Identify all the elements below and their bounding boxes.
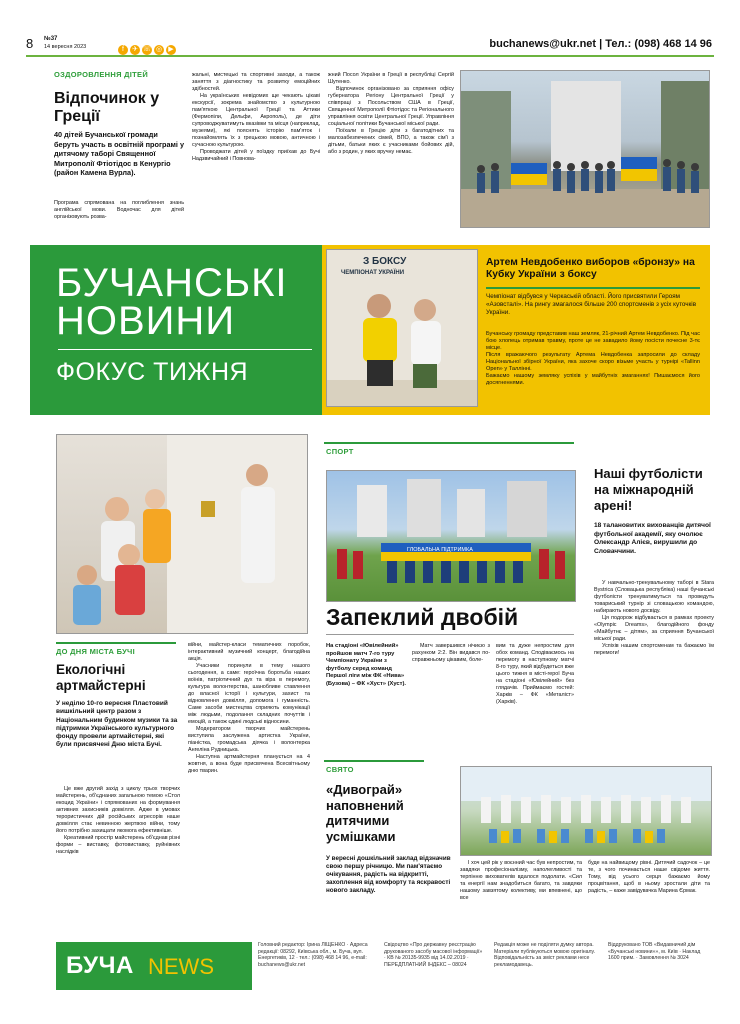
football-team-photo <box>326 470 576 602</box>
paragraph: Учасники поринули в тему нашого сьогодення, а саме: героїчна боротьба наших воїнів, патріотичний дух та віра в перемогу, культура волонтерства, шанобливе ставлення до власної історії і культури, захист та відновлення довкілля, допомога і гуманність. Саме засоби мистецтва сприяють комунікації між людьми, подолання складних почуттів і емоцій, а також єдині людські відносини. <box>188 663 310 725</box>
banner-text: ГЛОБАЛЬНА ПІДТРИМКА <box>407 547 473 553</box>
article-text <box>192 72 320 163</box>
section-rule <box>324 442 574 444</box>
article-text: буде на найвищому рівні. Дитячий садочок – це те, з чого починається наше свідоме життя. Тому, від усього серця бажаємо йому процвітання, щоб в ньому зростали діти та радість, – каже завідувачка Марина Єрмак. <box>588 860 710 894</box>
youtube-icon[interactable]: ▶ <box>166 45 176 55</box>
paragraph: Наступна артмайстерня планується на 4 жовтня, а вона буде присвячена Всесвітньому дню тварин. <box>188 754 310 774</box>
article-text <box>188 642 310 775</box>
banner-article-title: Артем Невдобенко виборов «бронзу» на Кубку України з боксу <box>486 257 695 280</box>
section-label: СВЯТО <box>326 765 354 774</box>
issue-number: №37 <box>44 36 58 42</box>
paragraph: Проводжати дітей у поїздку приїхав до Бучі Надзвичайний і Повнова- <box>192 149 320 162</box>
article-lead: 40 дітей Бучанської громади беруть участь в освітній програмі у дитячому таборі Священної Митрополії Фтіотідос в Кенургіо (район Камена Вурла). <box>54 130 185 177</box>
children-group-illustration <box>461 767 711 855</box>
section-label: ДО ДНЯ МІСТА БУЧІ <box>56 647 135 656</box>
logo-buch: БУЧА <box>66 952 134 979</box>
banner-title-line1: БУЧАНСЬКІ <box>56 261 288 305</box>
paragraph: жальні, мистецькі та спортивні заходи, а також заняття з діагностику та розвитку емоційних здібностей. <box>192 72 320 92</box>
facebook-icon[interactable]: f <box>118 45 128 55</box>
page-number: 8 <box>26 36 34 51</box>
article-lead: 18 талановитих вихованців дитячої футбольної академії, яку очолює Олександр Алієв, вирушили до Словаччини. <box>594 522 711 555</box>
article-text: Матч завершився нічиєю з рахунком 2:2. Він видався по-справжньому цікавим, боле- <box>412 643 490 663</box>
article-text: вим та дуже непростим для обох команд. Сподіваємось на перемогу в наступному матчі 8-го туру, який відбудеться вже цього тижня в місті-герої Буча на стадіоні «Ювілейний» без глядачів. Приймаємо гостей: Харків – ФК «Металіст» (Харків). <box>496 643 574 705</box>
article-lead: У вересні дошкільний заклад відзначив свою першу річницю. Ми пам'ятаємо очікування, радість на відкритті, захоплення від комфорту та яскравості нового закладу. <box>326 855 451 894</box>
article-lead: На стадіоні «Ювілейний» пройшов матч 7-го туру Чемпіонату України з футболу серед команд Першої ліги між ФК «Нива» (Бузова) – ФК «Хуст» (Хуст). <box>326 643 407 687</box>
paragraph: Бучанську громаду представив наш земляк, 21-річний Артем Невдобенко. Під час бою хлопець отримав травму, проте це не завадило йому посісти почесне 3-тє місце. <box>486 331 700 351</box>
social-icons <box>118 38 178 56</box>
section-label: ОЗДОРОВЛЕННЯ ДІТЕЙ <box>54 70 149 79</box>
footer-disclaimer: Редакція може не поділяти думку автора. Матеріали публікуються мовою оригіналу. Відповідальність за зміст реклами несе рекламодавець. <box>494 942 596 968</box>
header-rule <box>26 55 714 57</box>
section-label: СПОРТ <box>326 447 354 456</box>
banner-article-lead: Чемпіонат відбувся у Черкаській області. Його присвятили Героям «Азовсталі». На рингу змагалося більше 200 спортсменів з усіх куточків України. <box>486 293 697 317</box>
article-lead: У неділю 10-го вересня Пластовий вишкільний центр разом з Національним будинком музики та за підтримки Українського культурного фонду провели артмайстерні, які були присвячені Дню міста Бучі. <box>56 700 178 749</box>
paragraph: Відпочинок організовано за сприяння офісу губернатора Регіону Центральної Греції у співпраці з Посольством США в Греції, Священної Митрополії Фтіотідос та Регіонального управління освіти Центральної Греції. Управління соціальної політики Бучанської міської ради. <box>328 86 454 127</box>
boxing-photo <box>326 249 478 407</box>
banner-title-line2: НОВИНИ <box>56 299 236 343</box>
footer-editor-info: Головний редактор: Ірина ЛІЩЕНКО · Адреса редакції: 08292, Київська обл., м. Буча, вул. Енергетиків, 12 · тел.: (098) 468 14 96, e-mail: buchanews@ukr.net <box>258 942 368 968</box>
photo-sign: З БОКСУ <box>363 256 407 267</box>
instagram-icon[interactable]: ◎ <box>155 46 163 53</box>
paragraph: Креативний простір майстерень об'єднав різні форми – виставку, фотовиставку, руйнівних наслідків <box>56 835 180 855</box>
banner-rule <box>58 349 312 350</box>
article-title: Відпочинок у Греції <box>54 90 160 125</box>
workshop-photo <box>56 434 308 634</box>
article-title: Наші футболісти на міжнародній арені! <box>594 466 703 513</box>
issue-date: 14 вересня 2023 <box>44 44 87 50</box>
article-text: Програма спрямована на поглиблення знань англійської мови. Водночас для дітей організовують розва- <box>54 200 184 220</box>
article-text: І хоч цей рік у воєнний час був непростим, та завдяки професіоналізму, наполегливості та терпінню вихователів вдалося подолати. «Сил та енергії нам знадобиться багато, та завдяки нашому завзятому колективу, ми впевнені, що все <box>460 860 582 901</box>
section-rule <box>324 760 424 762</box>
banner-article-rule <box>486 287 700 289</box>
contacts: buchanews@ukr.net | Тел.: (098) 468 14 96 <box>489 38 712 50</box>
paragraph: Успіхів нашим спортсменам та бажаємо їм перемоги! <box>594 643 714 656</box>
telegram-icon[interactable]: ✈ <box>130 45 140 55</box>
paragraph: жний Посол України в Греції в республіці Сергій Шутенко. <box>328 72 454 85</box>
kindergarten-photo <box>460 766 712 856</box>
group-photo-illustration <box>461 71 709 227</box>
article-text <box>328 72 454 156</box>
article-text <box>594 580 714 657</box>
photo-sign: ЧЕМПІОНАТ УКРАЇНИ <box>341 270 405 276</box>
article-title: «Дивограй» наповнений дитячими усмішками <box>326 782 404 844</box>
team-illustration <box>327 471 575 601</box>
section-rule <box>56 642 176 644</box>
article-text <box>56 786 180 856</box>
paragraph: Після вражаючого результату Артема Невдобенка запросили до складу Національної збірної України, яка захоче скоро візьме участь у турнірі «Tallinn Open» у Таллінні. <box>486 352 700 372</box>
paragraph: На українських невідомих ще чекають цікаві екскурсії, зокрема знайомство з культурною пам'яткою Центральної Греції та Аттики (Фермопіли, Дельфи, Акрополь), де діти супроводжуватимуть вказівки та місця (наприклад, музеями), які пояснять історію пам'яток і познайомлять їх з грецькою мовою, античною і сучасною культурою. <box>192 93 320 148</box>
banner-subtitle: ФОКУС ТИЖНЯ <box>56 358 249 386</box>
greece-photo <box>460 70 710 228</box>
banner-article-body <box>486 331 700 387</box>
paragraph: Це вже другий захід з циклу трьох творчих майстерень, об'єднаних загальною темою «Стол екоцид України» і спрямованих на формування активних захисників довкілля. Адже в умовах терористичних дій російських агресорів наше довкілля стає невинною жертвою війни, тому його потрібно захищати якомога ефективніше. <box>56 786 180 834</box>
paragraph: Модератором творчих майстерень виступила заслужена артистка України, піаністка, громадська діячка і волонтерка Ангеліна Рудницька. <box>188 726 310 753</box>
paragraph: Бажаємо нашому земляку успіхів у майбутніх змаганнях! Пишаємося його досягненнями. <box>486 373 700 386</box>
paragraph: Поїхали в Грецію діти з багатодітних та малозабезпечених сімей, ВПО, а також сім'ї з дітьми, батьки яких є учасниками бойових дій, або з родин, у яких вручну немає. <box>328 128 454 155</box>
logo-news: NEWS <box>148 954 214 979</box>
paragraph: Ця подорож відбувається в рамках проекту «Olympic Dreams», благодійного фонду «Майбутнє – дітям», за сприяння Бучанської міської ради. <box>594 615 714 642</box>
viber-icon[interactable]: ☏ <box>142 46 152 53</box>
title-rule <box>326 634 574 635</box>
article-title: Екологічні артмайстерні <box>56 662 146 693</box>
article-title: Запеклий двобій <box>326 604 519 630</box>
footer-print-info: Віддруковано ТОВ «Видавничий дім «Бучанські новини»», м. Київ · Наклад 1600 прим. · Замовлення № 3024 <box>608 942 701 962</box>
footer-logo <box>56 942 252 990</box>
children-illustration <box>57 435 307 633</box>
footer-registration: Свідоцтво «Про державну реєстрацію друкованого засобу масової інформації» · КВ № 20135-9935 від 14.02.2019 · ПЕРЕДПЛАТНИЙ ІНДЕКС – 08024 <box>384 942 483 968</box>
paragraph: війни, майстер-класи тематичних поробок, інтерактивний музичний концерт, благодійна акція. <box>188 642 310 662</box>
focus-banner <box>30 245 710 415</box>
paragraph: У навчально-тренувальному таборі в Stara Bystrica (Словацька республіка) наші бучанські футболісти тренуватимуться та проведуть товариський турнір зі словацькою командою, набирають нового досвіду. <box>594 580 714 614</box>
